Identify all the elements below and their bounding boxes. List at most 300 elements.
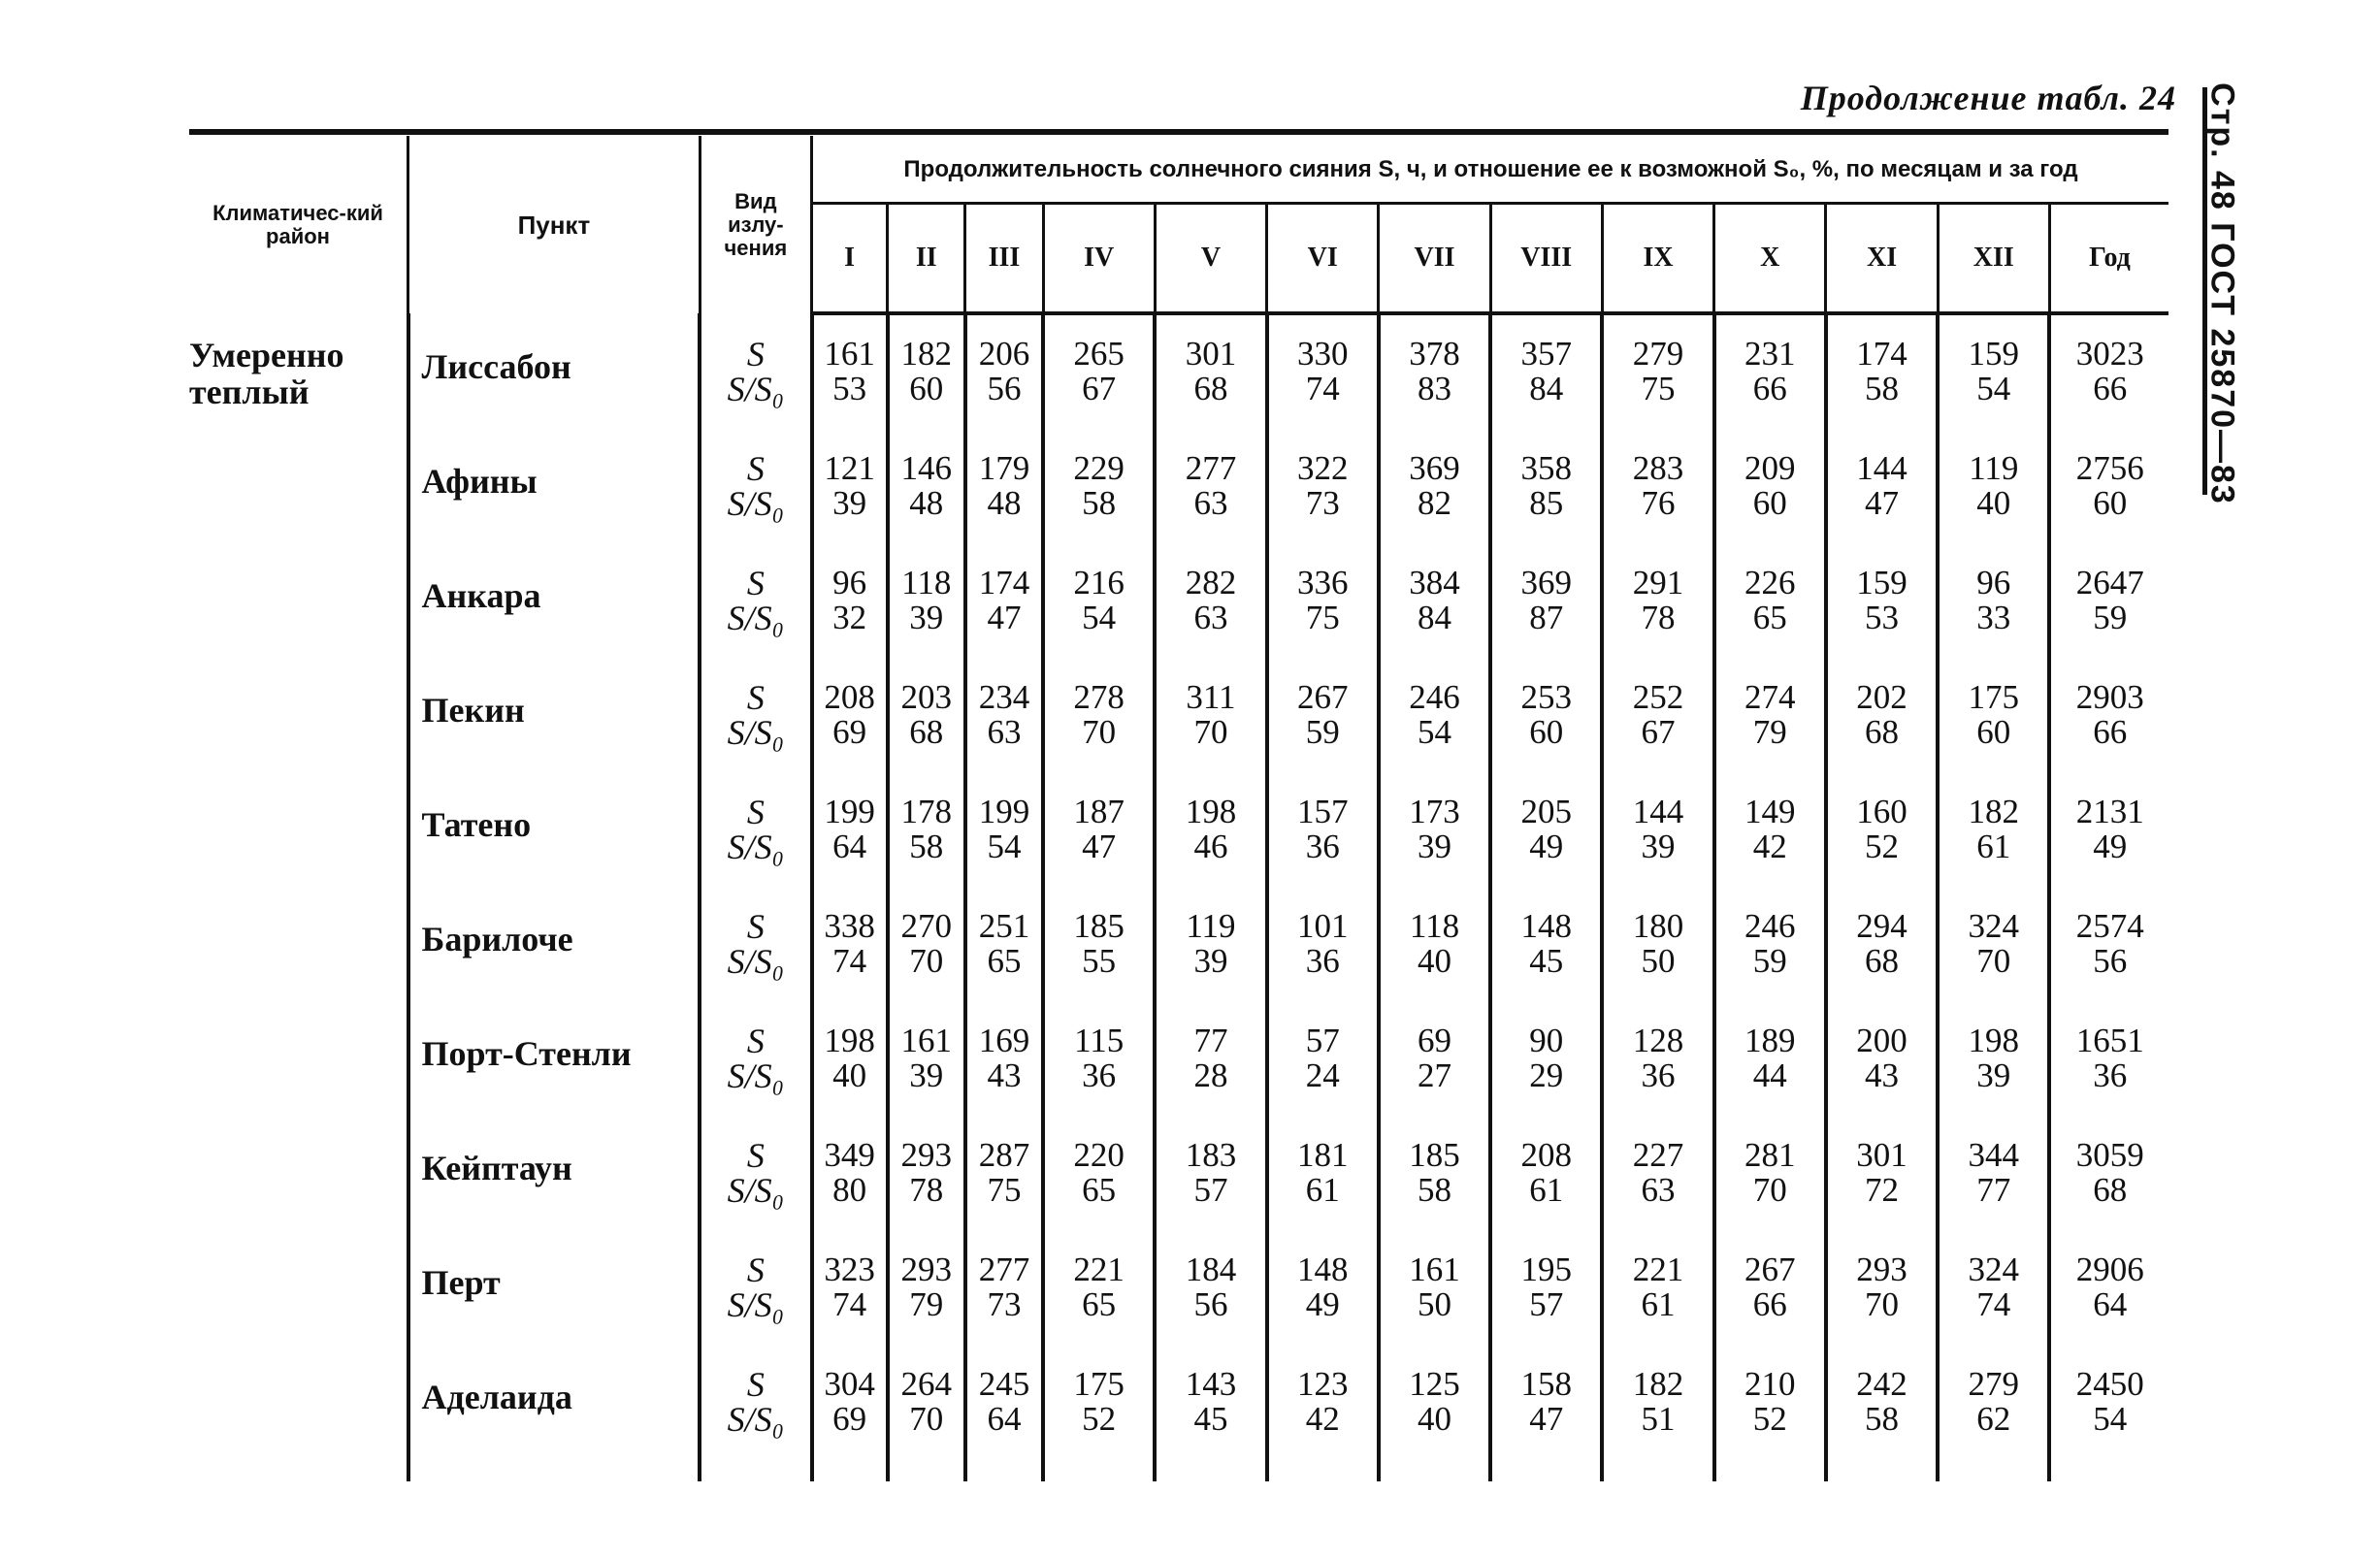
kind-cell [700,1023,811,1138]
sunshine-ratio: 78 [909,1171,944,1209]
sunshine-ratio: 28 [1193,1056,1228,1094]
sunshine-hours: 246 [1744,907,1796,945]
sunshine-hours: 160 [1856,793,1907,830]
sunshine-ratio: 47 [1082,828,1117,865]
sunshine-ratio: 70 [1865,1285,1900,1323]
month-value-cell [1490,909,1602,1023]
sunshine-ratio: 74 [1976,1285,2011,1323]
sunshine-ratio: 49 [1529,828,1564,865]
table-row [189,680,2168,795]
sunshine-hours: 198 [1968,1022,2020,1059]
sunshine-hours: 143 [1185,1365,1237,1403]
month-value-cell [888,909,965,1023]
sunshine-hours: 336 [1296,564,1349,601]
sunshine-hours: 121 [824,449,875,487]
sunshine-hours: 357 [1520,335,1572,373]
sunshine-hours: 246 [1409,678,1460,716]
continuation-caption: Продолжение табл. 24 [1800,79,2176,117]
month-value-cell [1826,795,1938,909]
sunshine-hours: 349 [824,1136,875,1174]
sunshine-ratio: 73 [1305,484,1340,522]
sunshine-hours: 175 [1073,1365,1125,1403]
table-row [189,566,2168,680]
sunshine-hours: 311 [1186,678,1236,716]
sunshine-hours: 174 [978,564,1030,601]
sunshine-ratio: 58 [1865,1400,1900,1438]
month-value-cell [1490,1367,1602,1481]
month-value-cell [812,909,888,1023]
sunshine-hours: 220 [1073,1136,1125,1174]
sunshine-ratio: 42 [1305,1400,1340,1438]
sunshine-ratio: 60 [909,370,944,407]
kind-s-label: S [746,1136,765,1175]
month-header: IV [1043,204,1155,314]
year-value-cell [2049,1138,2168,1252]
sunshine-hours: 202 [1856,678,1907,716]
month-value-cell [1714,566,1826,680]
sunshine-hours: 119 [1969,449,2019,487]
month-value-cell [1490,451,1602,566]
sunshine-ratio: 69 [832,713,867,751]
sunshine-ratio: 36 [1305,942,1340,980]
year-value-cell [2049,566,2168,680]
sunshine-ratio: 60 [2093,484,2128,522]
sunshine-hours: 161 [1409,1250,1460,1288]
sunshine-hours: 69 [1417,1022,1451,1059]
month-value-cell [812,566,888,680]
kind-s-label: S [746,1022,765,1060]
sunshine-hours: 323 [824,1250,875,1288]
sunshine-ratio: 47 [1865,484,1900,522]
sunshine-hours: 205 [1520,793,1572,830]
month-value-cell [965,795,1043,909]
sunshine-ratio: 47 [1529,1400,1564,1438]
month-header: XI [1826,204,1938,314]
month-value-cell [1714,337,1826,451]
sunshine-ratio: 59 [1305,713,1340,751]
kind-cell [700,451,811,566]
sunshine-hours: 253 [1520,678,1572,716]
sunshine-ratio: 48 [987,484,1022,522]
kind-ratio-label: S/S₀ [727,370,785,408]
table-row [189,909,2168,1023]
sunshine-hours: 210 [1744,1365,1796,1403]
sunshine-hours: 369 [1520,564,1572,601]
sunshine-hours: 174 [1856,335,1907,373]
sunshine-ratio: 76 [1641,484,1676,522]
place-cell: Аделаида [408,1367,701,1481]
sunshine-ratio: 46 [1193,828,1228,865]
month-value-cell [1826,566,1938,680]
month-value-cell [965,451,1043,566]
table-row [189,1138,2168,1252]
sunshine-hours: 277 [978,1250,1030,1288]
sunshine-hours: 144 [1856,449,1907,487]
month-value-cell [1043,451,1155,566]
sunshine-ratio: 82 [1417,484,1451,522]
page-number-label: Стр. 48 ГОСТ 25870—83 [2203,82,2241,505]
sunshine-ratio: 74 [1305,370,1340,407]
sunshine-ratio: 70 [1976,942,2011,980]
sunshine-ratio: 54 [1417,713,1451,751]
month-value-cell [1267,909,1379,1023]
month-value-cell [812,680,888,795]
month-value-cell [1490,337,1602,451]
month-value-cell [1379,909,1490,1023]
sunshine-ratio: 70 [1752,1171,1787,1209]
sunshine-ratio: 58 [1865,370,1900,407]
month-header: VII [1379,204,1490,314]
month-value-cell [1379,1138,1490,1252]
sunshine-ratio: 39 [1641,828,1676,865]
sunshine-hours: 322 [1296,449,1349,487]
kind-cell [700,1252,811,1367]
month-value-cell [1155,1252,1266,1367]
header-place: Пункт [408,136,701,313]
sunshine-ratio: 68 [2093,1171,2128,1209]
sunshine-hours: 144 [1632,793,1684,830]
sunshine-hours: 199 [824,793,875,830]
month-value-cell [1602,680,1713,795]
sunshine-hours: 189 [1744,1022,1796,1059]
kind-s-label: S [746,449,765,488]
sunshine-ratio: 49 [2093,828,2128,865]
spacer-row [189,313,2168,337]
sunshine-ratio: 61 [1305,1171,1340,1209]
sunshine-ratio: 79 [1752,713,1787,751]
month-value-cell [1714,1023,1826,1138]
place-cell: Барилоче [408,909,701,1023]
month-value-cell [1267,566,1379,680]
sunshine-ratio: 70 [1193,713,1228,751]
sunshine-hours: 3023 [2075,335,2144,373]
month-value-cell [1938,1252,2049,1367]
kind-s-label: S [746,1365,765,1404]
sunshine-ratio: 85 [1529,484,1564,522]
sunshine-hours: 2574 [2075,907,2144,945]
sunshine-hours: 182 [1632,1365,1684,1403]
sunshine-ratio: 54 [987,828,1022,865]
sunshine-ratio: 54 [1082,599,1117,636]
month-value-cell [1938,795,2049,909]
table-row [189,337,2168,451]
sunshine-ratio: 40 [1976,484,2011,522]
table-row [189,1252,2168,1367]
sunshine-ratio: 54 [2093,1400,2128,1438]
header-region: Климатичес-кий район [212,200,383,248]
sunshine-hours: 182 [1968,793,2020,830]
kind-s-label: S [746,335,765,374]
sunshine-ratio: 87 [1529,599,1564,636]
month-value-cell [1267,1138,1379,1252]
sunshine-ratio: 56 [2093,942,2128,980]
sunshine-hours: 234 [978,678,1030,716]
kind-s-label: S [746,907,765,946]
sunshine-ratio: 69 [832,1400,867,1438]
sunshine-ratio: 66 [2093,370,2128,407]
sunshine-hours: 2450 [2075,1365,2144,1403]
sunshine-ratio: 36 [2093,1056,2128,1094]
kind-cell [700,566,811,680]
kind-ratio-label: S/S₀ [727,713,785,752]
sunshine-hours: 175 [1968,678,2020,716]
sunshine-ratio: 67 [1082,370,1117,407]
sunshine-hours: 301 [1856,1136,1907,1174]
sunshine-ratio: 70 [1082,713,1117,751]
sunshine-ratio: 75 [987,1171,1022,1209]
sunshine-hours: 184 [1185,1250,1237,1288]
month-value-cell [812,1023,888,1138]
sunshine-hours: 2647 [2075,564,2144,601]
month-header: IX [1602,204,1713,314]
sunshine-ratio: 40 [1417,942,1451,980]
sunshine-hours: 183 [1185,1136,1237,1174]
kind-cell [700,1367,811,1481]
sunshine-hours: 216 [1073,564,1125,601]
year-value-cell [2049,451,2168,566]
sunshine-ratio: 62 [1976,1400,2011,1438]
month-value-cell [812,1252,888,1367]
month-value-cell [1267,1252,1379,1367]
sunshine-hours: 221 [1073,1250,1125,1288]
sunshine-hours: 293 [1856,1250,1907,1288]
year-value-cell [2049,1023,2168,1138]
month-value-cell [1043,1367,1155,1481]
sunshine-ratio: 57 [1529,1285,1564,1323]
month-value-cell [1043,680,1155,795]
place-cell: Кейптаун [408,1138,701,1252]
sunshine-hours: 148 [1520,907,1572,945]
month-value-cell [965,1138,1043,1252]
sunshine-ratio: 45 [1529,942,1564,980]
sunshine-hours: 2906 [2075,1250,2144,1288]
table-row [189,795,2168,909]
kind-s-label: S [746,793,765,831]
kind-ratio-label: S/S₀ [727,942,785,981]
sunshine-ratio: 65 [1752,599,1787,636]
sunshine-ratio: 44 [1752,1056,1787,1094]
sunshine-hours: 146 [900,449,953,487]
month-value-cell [1826,1252,1938,1367]
month-value-cell [1267,1023,1379,1138]
sunshine-ratio: 45 [1193,1400,1228,1438]
sunshine-hours: 282 [1185,564,1237,601]
month-value-cell [1602,1252,1713,1367]
month-header: X [1714,204,1826,314]
sunshine-ratio: 65 [1082,1171,1117,1209]
month-value-cell [812,1138,888,1252]
sunshine-ratio: 36 [1082,1056,1117,1094]
sunshine-hours: 185 [1073,907,1125,945]
sunshine-ratio: 60 [1752,484,1787,522]
month-value-cell [1267,795,1379,909]
sunshine-hours: 252 [1632,678,1684,716]
month-value-cell [1602,795,1713,909]
month-value-cell [1379,566,1490,680]
month-value-cell [1379,1023,1490,1138]
place-cell: Лиссабон [408,337,701,451]
month-header: II [888,204,965,314]
sunshine-hours: 2131 [2075,793,2144,830]
month-value-cell [1602,337,1713,451]
month-value-cell [812,451,888,566]
sunshine-ratio: 61 [1976,828,2011,865]
month-value-cell [1379,680,1490,795]
sunshine-hours: 304 [824,1365,875,1403]
sunshine-ratio: 39 [1976,1056,2011,1094]
sunshine-hours: 293 [900,1250,953,1288]
sunshine-ratio: 72 [1865,1171,1900,1209]
month-value-cell [1714,680,1826,795]
sunshine-hours: 279 [1632,335,1684,373]
month-value-cell [965,680,1043,795]
month-value-cell [1490,1252,1602,1367]
month-value-cell [1490,566,1602,680]
month-value-cell [1826,337,1938,451]
kind-ratio-label: S/S₀ [727,1285,785,1324]
sunshine-hours: 182 [900,335,953,373]
month-value-cell [1043,909,1155,1023]
sunshine-ratio: 66 [1752,370,1787,407]
month-value-cell [965,337,1043,451]
sunshine-hours: 267 [1744,1250,1796,1288]
sunshine-ratio: 58 [1417,1171,1451,1209]
sunshine-ratio: 61 [1529,1171,1564,1209]
sunshine-ratio: 60 [1529,713,1564,751]
sunshine-hours: 101 [1296,907,1349,945]
month-header: VIII [1490,204,1602,314]
month-header: XII [1938,204,2049,314]
month-value-cell [888,1252,965,1367]
month-value-cell [1155,909,1266,1023]
sunshine-ratio: 60 [1976,713,2011,751]
sunshine-ratio: 66 [1752,1285,1787,1323]
month-value-cell [1826,1138,1938,1252]
sunshine-hours: 161 [824,335,875,373]
sunshine-ratio: 27 [1417,1056,1451,1094]
sunshine-ratio: 84 [1529,370,1564,407]
sunshine-hours: 1651 [2075,1022,2144,1059]
sunshine-ratio: 55 [1082,942,1117,980]
month-value-cell [1938,451,2049,566]
month-value-cell [1938,566,2049,680]
month-value-cell [1267,451,1379,566]
sunshine-ratio: 68 [1193,370,1228,407]
sunshine-hours: 279 [1968,1365,2020,1403]
sunshine-hours: 384 [1409,564,1460,601]
year-value-cell [2049,909,2168,1023]
sunshine-hours: 245 [978,1365,1030,1403]
sunshine-hours: 115 [1074,1022,1125,1059]
table-body [189,313,2168,1481]
month-value-cell [1155,1023,1266,1138]
sunshine-hours: 330 [1296,335,1349,373]
kind-cell [700,909,811,1023]
sunshine-hours: 226 [1744,564,1796,601]
sunshine-hours: 221 [1632,1250,1684,1288]
sunshine-hours: 283 [1632,449,1684,487]
month-value-cell [1938,909,2049,1023]
month-header: III [965,204,1043,314]
month-value-cell [888,451,965,566]
sunshine-hours: 278 [1073,678,1125,716]
month-value-cell [812,1367,888,1481]
sunshine-ratio: 83 [1417,370,1451,407]
kind-ratio-label: S/S₀ [727,599,785,637]
month-value-cell [1267,680,1379,795]
table-header [189,136,2168,313]
sunshine-hours: 125 [1409,1365,1460,1403]
sunshine-hours: 208 [824,678,875,716]
month-value-cell [1714,1367,1826,1481]
sunshine-ratio: 58 [909,828,944,865]
sunshine-ratio: 79 [909,1285,944,1323]
month-value-cell [888,1138,965,1252]
sunshine-hours: 173 [1409,793,1460,830]
month-value-cell [1938,1367,2049,1481]
month-value-cell [1043,337,1155,451]
kind-cell [700,1138,811,1252]
sunshine-hours: 185 [1409,1136,1460,1174]
month-value-cell [1826,1367,1938,1481]
sunshine-ratio: 36 [1641,1056,1676,1094]
sunshine-ratio: 75 [1641,370,1676,407]
month-value-cell [1155,1367,1266,1481]
sunshine-hours: 291 [1632,564,1684,601]
sunshine-hours: 324 [1968,907,2020,945]
month-value-cell [1602,1138,1713,1252]
sunshine-hours: 208 [1520,1136,1572,1174]
sunshine-hours: 118 [901,564,952,601]
sunshine-hours: 338 [824,907,875,945]
kind-ratio-label: S/S₀ [727,484,785,523]
month-value-cell [1043,1252,1155,1367]
sunshine-ratio: 39 [909,1056,944,1094]
sunshine-ratio: 29 [1529,1056,1564,1094]
year-header: Год [2049,204,2168,314]
sunshine-hours: 287 [978,1136,1030,1174]
month-header: I [812,204,888,314]
sunshine-hours: 277 [1185,449,1237,487]
sunshine-hours: 178 [900,793,953,830]
sunshine-hours: 157 [1296,793,1349,830]
region-cell: Умеренно теплый [189,336,344,411]
month-value-cell [1490,1138,1602,1252]
sunshine-hours: 179 [978,449,1030,487]
month-value-cell [965,566,1043,680]
sunshine-ratio: 66 [2093,713,2128,751]
sunshine-hours: 159 [1968,335,2020,373]
kind-cell [700,337,811,451]
kind-s-label: S [746,678,765,717]
sunshine-ratio: 68 [909,713,944,751]
sunshine-ratio: 40 [1417,1400,1451,1438]
month-value-cell [1826,909,1938,1023]
sunshine-ratio: 84 [1417,599,1451,636]
table-row [189,1367,2168,1481]
sunshine-ratio: 63 [1193,484,1228,522]
sunshine-hours: 358 [1520,449,1572,487]
month-value-cell [1602,1367,1713,1481]
sunshine-hours: 229 [1073,449,1125,487]
place-cell: Афины [408,451,701,566]
month-value-cell [1826,1023,1938,1138]
sunshine-ratio: 51 [1641,1400,1676,1438]
sunshine-ratio: 56 [1193,1285,1228,1323]
sunshine-hours: 251 [978,907,1030,945]
sunshine-ratio: 24 [1305,1056,1340,1094]
month-value-cell [1602,909,1713,1023]
